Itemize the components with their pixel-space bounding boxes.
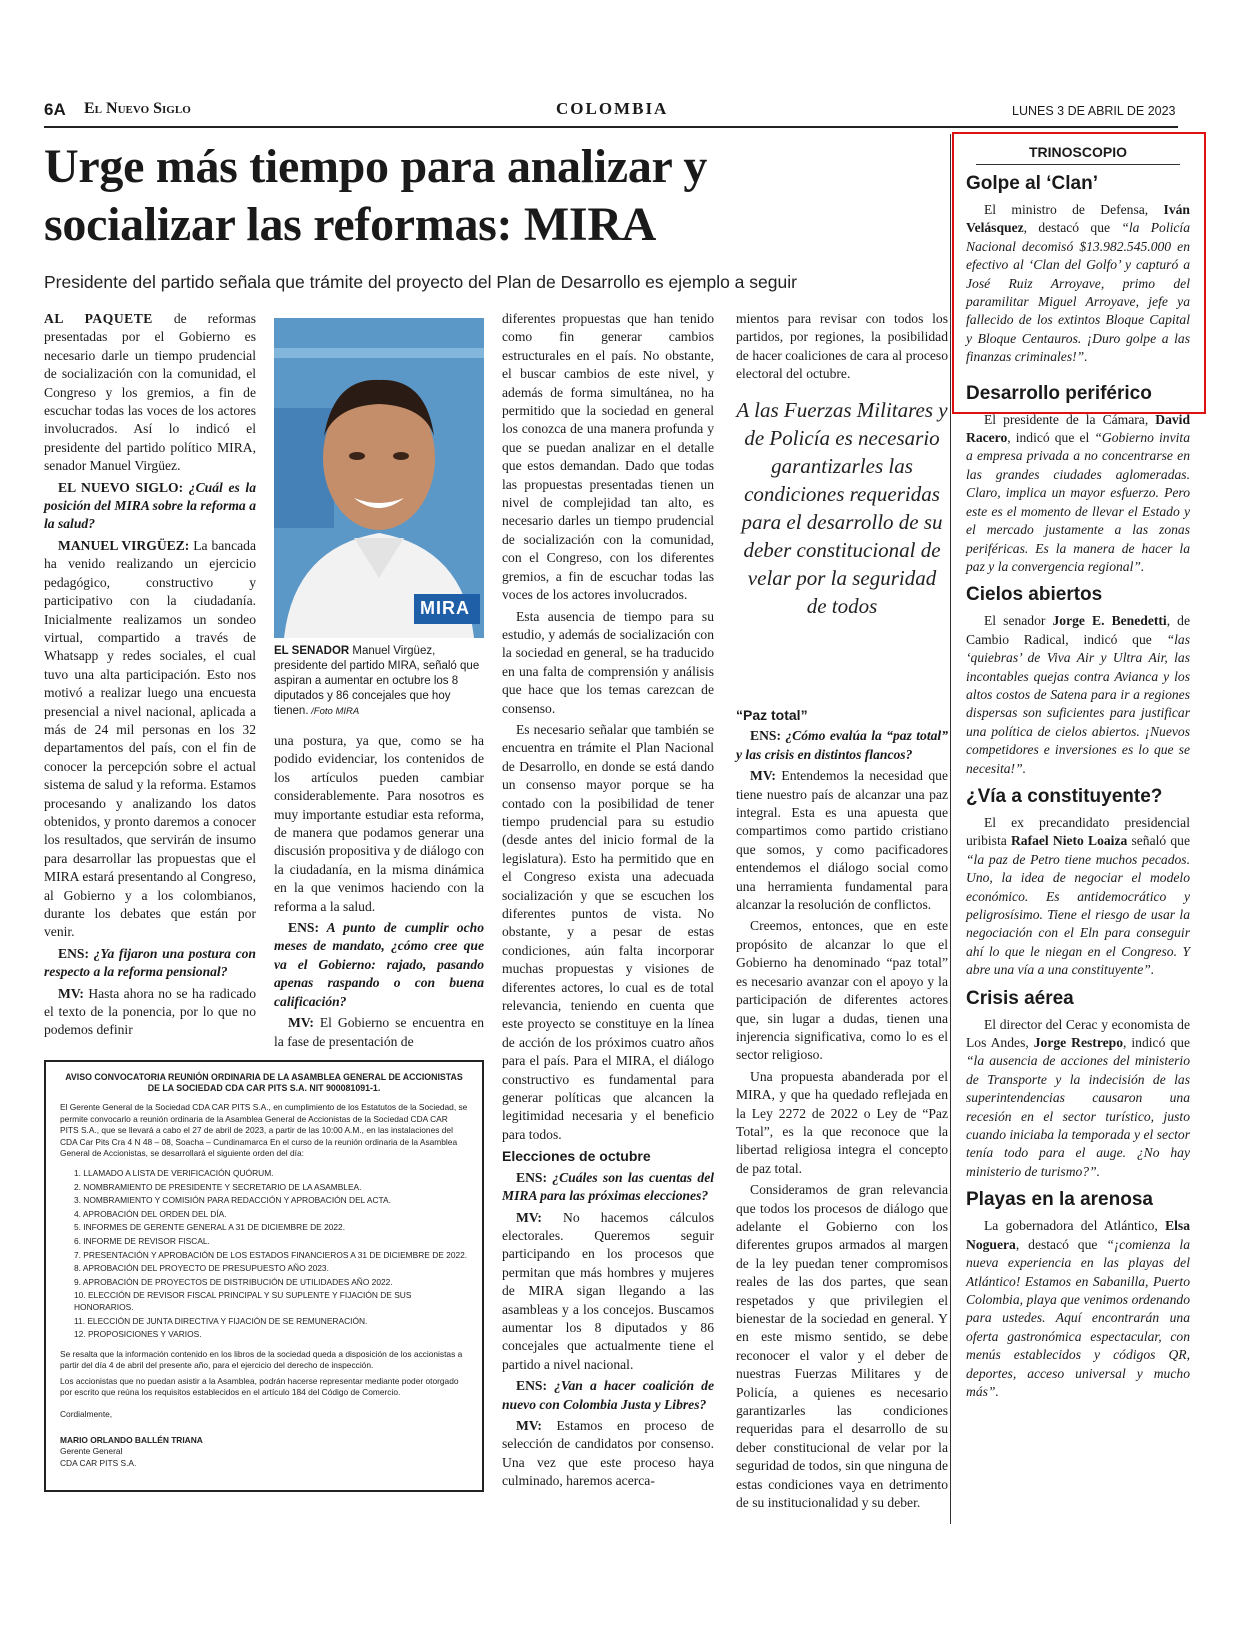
a4-speaker: MV:: [516, 1209, 542, 1225]
article-column-1: [44, 310, 256, 1043]
agenda-item: 3. NOMBRAMIENTO Y COMISIÓN PARA REDACCIÓN Y APROBACIÓN DEL ACTA.: [74, 1195, 391, 1206]
tweet-item: [966, 988, 1190, 1182]
tweet-author: David Racero: [966, 411, 1190, 446]
notice-closing: Cordialmente,: [60, 1409, 113, 1420]
col4-para-1: mientos para revisar con todos los partidos, por regiones, la posibilidad de hacer coaliciones de cara al proceso electoral del octubre.: [736, 311, 948, 382]
tweet-connector: señaló que: [1127, 833, 1190, 849]
tweet-intro: El director del Cerac y economista de Los Andes,: [966, 1016, 1190, 1051]
article-column-4-top: [736, 310, 948, 387]
tweet-connector: , indicó que: [1123, 1035, 1190, 1051]
tweet-quote: “la paz de Petro tiene muchos pecados. Uno, la idea de negociar el modelo económico. Es antidemocrático y peligrosísimo. Tiene el riesgo de usar la negociación con el Eln para conseguir ahí lo que le niegan en el Congreso. Y abre una vía a una constituyente”.: [966, 851, 1190, 978]
lead-caps: AL PAQUETE: [44, 311, 153, 326]
agenda-item: 5. INFORMES DE GERENTE GENERAL A 31 DE DICIEMBRE DE 2022.: [74, 1222, 346, 1233]
tweet-item: [966, 1189, 1190, 1401]
q5-speaker: ENS:: [516, 1378, 547, 1394]
notice-title: AVISO CONVOCATORIA REUNIÓN ORDINARIA DE LA ASAMBLEA GENERAL DE ACCIONISTAS DE LA SOCIEDAD CDA CAR PITS S.A. NIT 900081091-1.: [65, 1072, 463, 1093]
q2-speaker: ENS:: [58, 945, 89, 961]
q6-question: ¿Cómo evalúa la “paz total” y las crisis en distintos flancos?: [736, 728, 948, 762]
q6-speaker: ENS:: [750, 728, 781, 744]
tweet-author: Rafael Nieto Loaiza: [1010, 833, 1128, 849]
q3-speaker: ENS:: [288, 920, 319, 936]
a1-speaker: MANUEL VIRGÜEZ:: [58, 537, 190, 553]
tweet-connector: , destacó que: [1015, 1236, 1107, 1252]
q1-speaker: EL NUEVO SIGLO:: [58, 479, 184, 495]
agenda-item: 9. APROBACIÓN DE PROYECTOS DE DISTRIBUCIÓN DE UTILIDADES AÑO 2022.: [74, 1276, 393, 1287]
trinoscopio-label: TRINOSCOPIO: [976, 144, 1180, 165]
tweet-intro: El senador: [984, 613, 1053, 629]
agenda-item: 4. APROBACIÓN DEL ORDEN DEL DÍA.: [74, 1208, 227, 1219]
lead-text: de reformas presentadas por el Gobierno es necesario darle un tiempo prudencial de socialización con la comunidad, el Congreso y los gremios, a fin de escuchar todas las voces de los actores involucrados. Así lo indicó el presidente del partido político MIRA, senador Manuel Virgüez.: [44, 311, 256, 474]
agenda-item: 8. APROBACIÓN DEL PROYECTO DE PRESUPUESTO AÑO 2023.: [74, 1263, 329, 1274]
tweet-quote: “las ‘quiebras’ de Viva Air y Ultra Air, las incontables quejas contra Avianca y los altos costos de Satena para ir a regiones dispersas son suficientes para justificar una política de cielos abiertos. ¡Nuevos competidores e inversiones es lo que se necesita!”.: [966, 631, 1190, 776]
notice-intro: El Gerente General de la Sociedad CDA CAR PITS S.A., en cumplimiento de los Estatutos de la Sociedad, se permite convocarlo a reunión ordinaria de la Asamblea General de Accionistas de la Sociedad CDA CAR PITS S.A., que se llevará a cabo el 27 de abril de 2023, a partir de las 10:00 A.M., en las instalaciones del CDA Car Pits Cra 4 N 48 – 08, Soacha – Cundinamarca En el curso de la reunión ordinaria de la Asamblea General de Accionistas, se desarrollará el siguiente orden del día:: [60, 1102, 468, 1159]
a5-speaker: MV:: [516, 1417, 542, 1433]
a2-speaker: MV:: [58, 985, 84, 1001]
tweet-intro: La gobernadora del Atlántico,: [984, 1218, 1166, 1234]
tweet-title: Playas en la arenosa: [966, 1189, 1153, 1211]
notice-note-2: Los accionistas que no puedan asistir a la Asamblea, podrán hacerse representar mediante poder otorgado por escrito que reúna los requisitos establecidos en el artículo 184 del Código de Comercio.: [60, 1375, 459, 1398]
a3-answer: El Gobierno se encuentra en la fase de presentación de: [274, 1015, 484, 1049]
agenda-item: 1. LLAMADO A LISTA DE VERIFICACIÓN QUÓRUM.: [74, 1167, 274, 1178]
tweet-author: Elsa Noguera: [966, 1218, 1190, 1252]
col3-para-3: Es necesario señalar que también se encuentra en trámite el Plan Nacional de Desarrollo, en donde se está dando un consenso mayor porque se ha contado con la posibilidad de tener tiempo prudencial para su estudio (desde antes del inicio formal de la legislatura). Esto ha permitido que en el Congreso exista una adecuada socialización y que se escuchen los diferentes puntos de vista. No obstante, y a pesar de estas condiciones, aún falta incorporar muchas propuestas y visiones de diferentes actores, lo cual es de total relevancia, teniendo en cuenta que este proyecto se constituye en la línea de acción de los próximos cuatro años para el país. Para el MIRA, el diálogo constructivo es fundamental para generar políticas que alcancen la legitimidad necesaria y el beneficio para todos.: [502, 721, 714, 1142]
q5-question: ¿Van a hacer coalición de nuevo con Colombia Justa y Libres?: [502, 1378, 714, 1412]
trinoscopio-sidebar: [966, 138, 1190, 1401]
agenda-item: 11. ELECCIÓN DE JUNTA DIRECTIVA Y FIJACIÓN DE SE REMUNERACIÓN.: [74, 1315, 368, 1326]
tweet-connector: , destacó que: [1023, 220, 1122, 236]
tweet-quote: “la ausencia de acciones del ministerio de Transporte y la indecisión de las superintendencias causaron una recesión en el sector turístico, justo cuando iniciaba la temporada y el sector tenía todo para el auge. ¿No hay ministerio de turismo?”.: [966, 1053, 1190, 1179]
tweet-intro: El presidente de la Cámara,: [984, 411, 1156, 427]
article-column-2: [274, 732, 484, 1054]
tweet-item: [966, 786, 1190, 980]
agenda-list: [60, 1168, 468, 1341]
col4-para-2: Creemos, entonces, que en este propósito de alcanzar lo que el Gobierno ha denominado “paz total” es necesario avanzar con el apoyo y la participación de diferentes actores que, sin lugar a dudas, tienen una injerencia significativa, como lo es el sector religioso.: [736, 918, 948, 1063]
agenda-item: 12. PROPOSICIONES Y VARIOS.: [74, 1329, 202, 1340]
tweet-title: Crisis aérea: [966, 987, 1074, 1009]
section-heading-elecciones: Elecciones de octubre: [502, 1148, 651, 1165]
notice-note-1: Se resalta que la información contenido en los libros de la sociedad queda a disposición de los accionistas a partir del día 4 de abril del presente año, para el ejercicio del derecho de inspección.: [60, 1348, 463, 1371]
sidebar-divider: [950, 134, 951, 1524]
tweet-intro: El ex precandidato presidencial uribista: [966, 814, 1190, 849]
tweet-item: [966, 383, 1190, 577]
tweet-title: Cielos abiertos: [966, 584, 1103, 606]
q2-question: ¿Ya fijaron una postura con respecto a la reforma pensional?: [44, 945, 256, 980]
tweet-title: Golpe al ‘Clan’: [966, 173, 1098, 194]
tweet-connector: , de Cambio Radical, indicó que: [966, 613, 1190, 647]
caption-text: Manuel Virgüez, presidente del partido MIRA, señaló que aspiran a aumentar en octubre los 8 diputados y 86 concejales que hoy tienen.: [274, 645, 480, 717]
tweet-connector: , indicó que el: [1007, 430, 1095, 446]
a2-answer-start: Hasta ahora no se ha radicado el texto de la ponencia, por lo que no podemos definir: [44, 985, 256, 1038]
col4-para-4: Consideramos de gran relevancia que todos los procesos de diálogo que adelante el Gobierno con los diferentes grupos armados al margen de la ley puedan tener compromisos reales de las dos partes, que sean respetados y que privilegien el bienestar de la sociedad en general. Y en este mismo sentido, se debe reconocer el valor y el deber de nuestras Fuerzas Militares y de Policía, a quienes es necesario garantizarles las condiciones requeridas para el desarrollo de su deber constitucional de velar por la seguridad de todos, sin que ninguna de estas condiciones vaya en detrimento de su institucionalidad y su deber.: [736, 1182, 948, 1511]
a4-answer: No hacemos cálculos electorales. Queremos seguir participando en los procesos que permitan que más hombres y mujeres de MIRA sigan llegando a las asambleas y a los concejos. Buscamos aumentar los 8 diputados y 86 concejales que actualmente tiene el partido a nivel nacional.: [502, 1209, 714, 1372]
section-name: COLOMBIA: [556, 99, 669, 118]
notice-company: CDA CAR PITS S.A.: [60, 1457, 137, 1468]
a2-answer-cont: una postura, ya que, como se ha podido evidenciar, los contenidos de los artículos pueden cambiar considerablemente. Para nosotros es muy importante estudiar esta reforma, de manera que podamos generar una discusión propositiva y de diálogo con la ciudadanía, en la misma dinámica en la que venimos haciendo con la reforma a la salud.: [274, 733, 484, 914]
caption-lead: EL SENADOR: [274, 645, 350, 657]
page-number: 6A: [44, 100, 66, 119]
tweet-quote: “¡comienza la nueva experiencia en las playas del Atlántico! Estamos en Sabanilla, Puerto Colombia, playa que venimos ordenando para ustedes. Aquí encontrarán una oferta gastronómica espectacular, con menús establecidos y códigos QR, deportes, acceso universal y mucho más”.: [966, 1236, 1190, 1399]
photo-caption: [274, 644, 484, 719]
tweet-item: [966, 584, 1190, 778]
a6-speaker: MV:: [750, 768, 776, 784]
newspaper-name: El Nuevo Siglo: [84, 100, 191, 117]
tweet-author: Jorge E. Benedetti: [1052, 613, 1167, 629]
col3-para-1: diferentes propuestas que han tenido como fin generar cambios estructurales en el país. No obstante, el buscar cambios de este nivel, y además de forma simultánea, no ha permitido que la sociedad en general los conozca de una manera profunda y que se puedan analizar en el detalle que estos demandan. Dado que todas las propuestas presentadas tienen un nivel de complejidad tan alto, es necesario darles un tiempo prudencial de socialización con la comunidad, con el Congreso, con los diferentes gremios, a fin de escuchar todas las voces de los actores involucrados.: [502, 311, 714, 603]
pull-quote: A las Fuerzas Militares y de Policía es necesario garantizarles las condiciones requeridas para el desarrollo de su deber constitucional de velar por la seguridad de todos: [736, 398, 948, 618]
a5-answer: Estamos en proceso de selección de candidatos por consenso. Una vez que este proceso haya culminado, haremos acerca-: [502, 1417, 714, 1489]
photo-credit: /Foto MIRA: [308, 706, 360, 717]
tweet-quote: “Gobierno invita a empresa privada a no concentrarse en las grandes ciudades aglomeradas. Claro, implica un mayor esfuerzo. Pero este es el momento de llevar el Estado y el mercado justamente a las zonas periféricas. Es la manera de hacer la paz y la convergencia regional”.: [966, 430, 1190, 574]
tweet-quote: “la Policía Nacional decomisó $13.982.545.000 en efectivo al ‘Clan del Golfo’ y capturó a José Ruiz Arroyave, primo del paramilitar Miguel Arroyave, jefe ya fallecido de los extintos Bloque Capital y Bloque Centauros. ¡Duro golpe a las finanzas criminales!”.: [966, 220, 1190, 365]
tweet-title: Desarrollo periférico: [966, 382, 1152, 404]
subheadline: Presidente del partido señala que trámite del proyecto del Plan de Desarrollo es ejemplo a seguir: [44, 272, 797, 292]
q4-question: ¿Cuáles son las cuentas del MIRA para las próximas elecciones?: [502, 1169, 714, 1204]
agenda-item: 7. PRESENTACIÓN Y APROBACIÓN DE LOS ESTADOS FINANCIEROS A 31 DE DICIEMBRE DE 2022.: [74, 1249, 468, 1260]
a3-speaker: MV:: [288, 1015, 314, 1031]
shareholder-meeting-notice: [44, 1060, 484, 1492]
agenda-item: 2. NOMBRAMIENTO DE PRESIDENTE Y SECRETARIO DE LA ASAMBLEA.: [74, 1181, 362, 1192]
tweet-title: ¿Vía a constituyente?: [966, 785, 1163, 807]
notice-signer: MARIO ORLANDO BALLÉN TRIANA: [60, 1434, 203, 1445]
tweet-item: [966, 173, 1190, 367]
tweet-author: Jorge Restrepo: [1033, 1035, 1124, 1051]
notice-signer-role: Gerente General: [60, 1446, 123, 1457]
tweet-intro: El ministro de Defensa,: [984, 202, 1164, 217]
q3-question: A punto de cumplir ocho meses de mandato, ¿cómo cree que va el Gobierno: rajado, pasando apenas raspando o con buena calificación?: [274, 920, 484, 1009]
agenda-item: 10. ELECCIÓN DE REVISOR FISCAL PRINCIPAL Y SU SUPLENTE Y FIJACIÓN DE SUS HONORARIOS.: [74, 1290, 412, 1312]
a6-answer: Entendemos la necesidad que tiene nuestro país de alcanzar una paz integral. Esta es una apuesta que compartimos como partido cristiano que somos, y como pacificadores entendemos el diálogo social como una herramienta fundamental para alcanzar la resolución de conflictos.: [736, 768, 948, 913]
portrait-illustration: [274, 318, 484, 638]
col4-para-3: Una propuesta abanderada por el MIRA, y que ha quedado reflejada en la Ley 2272 de 2022 o Ley de “Paz Total”, es la que reconoce que la libertad religiosa integra el concepto de paz total.: [736, 1068, 948, 1176]
q1-question: ¿Cuál es la posición del MIRA sobre la reforma a la salud?: [44, 479, 257, 532]
senator-photo: [274, 318, 484, 638]
article-column-4: [736, 706, 948, 1515]
q4-speaker: ENS:: [516, 1169, 547, 1185]
mira-badge: MIRA: [420, 598, 470, 618]
article-column-3: [502, 310, 714, 1494]
agenda-item: 6. INFORME DE REVISOR FISCAL.: [74, 1235, 210, 1246]
tweet-author: Iván Velásquez: [966, 202, 1190, 236]
headline: Urge más tiempo para analizar y socializar las reformas: MIRA: [44, 140, 708, 251]
a1-answer: La bancada ha venido realizando un ejercicio pedagógico, constructivo y participativo con la ciudadanía. Inicialmente realizamos un sondeo virtual, compartido a través de Whatsapp y redes sociales, el cual tuvo una alta participación. Esto nos motivó a realizar luego una encuesta presencial a nivel nacional, aplicada a más de 24 mil personas en los 32 departamentos del país, con el fin de conocer la percepción sobre el actual sistema de salud y la reforma. Estamos procesando y analizando los datos obtenidos, y pronto daremos a conocer los resultados, que servirán de insumo para desarrollar las propuestas que el MIRA estará presentando al Congreso, al Gobierno y a los colombianos, durante los debates que están por venir.: [44, 537, 256, 940]
section-heading-paz: “Paz total”: [736, 707, 808, 723]
issue-date: LUNES 3 DE ABRIL DE 2023: [1012, 104, 1176, 118]
col3-para-2: Esta ausencia de tiempo para su estudio, y además de socialización con la sociedad en general, se ha traducido en una falta de comprensión y análisis que hace que los temas carezcan de consenso.: [502, 608, 714, 716]
header-rule: [44, 126, 1178, 128]
